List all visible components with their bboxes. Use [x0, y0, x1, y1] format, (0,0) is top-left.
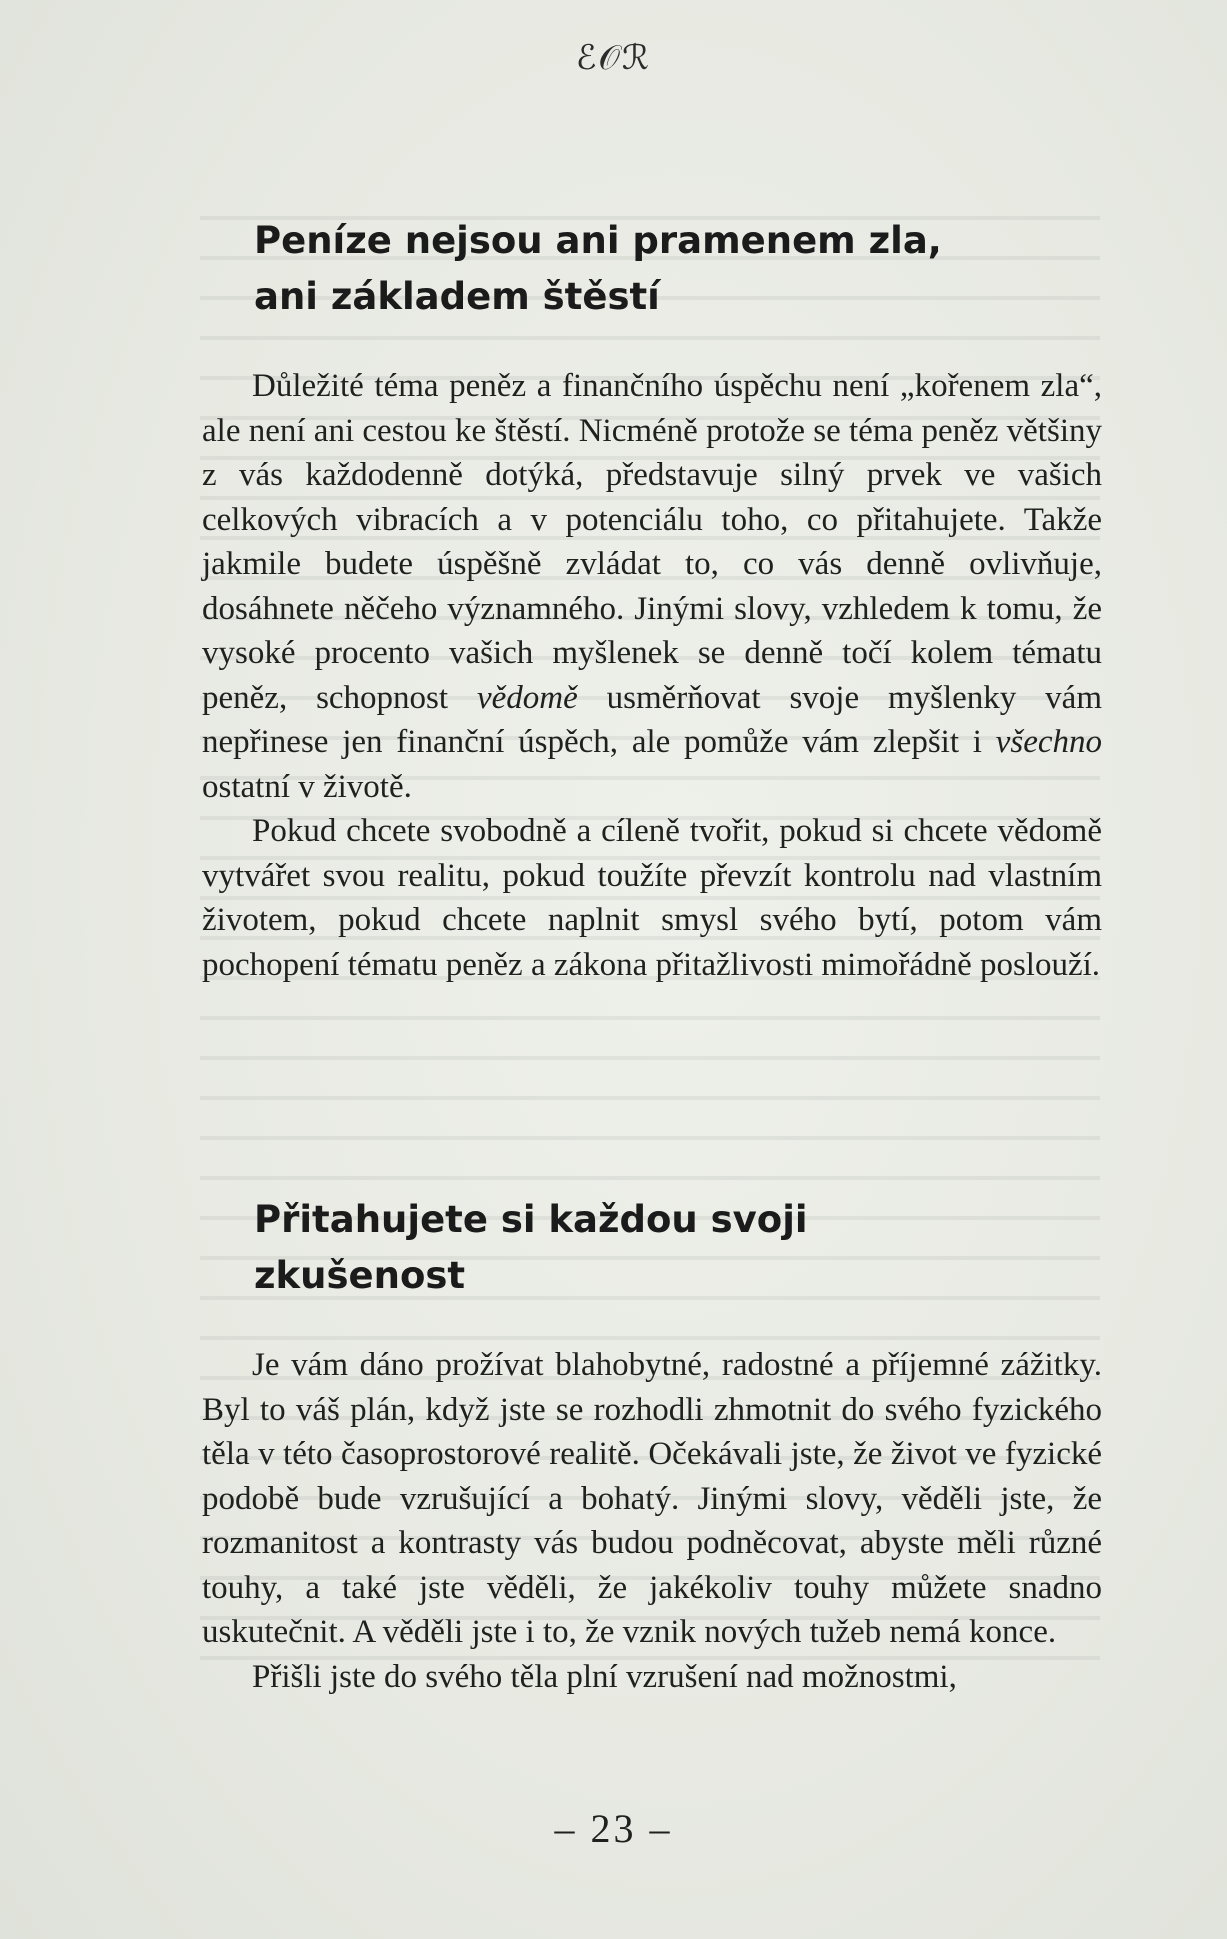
- section-heading-1: [254, 213, 1104, 325]
- emphasis-text: vědomě: [476, 679, 578, 716]
- page-number: – 23 –: [554, 1806, 673, 1851]
- text-run: usměrňovat svoje myšlenky vám nepřinese jen finanční úspěch, ale pomůže vám zlepšit i: [202, 679, 1102, 760]
- emphasis-text: všechno: [995, 724, 1102, 760]
- paragraph: [202, 1343, 1102, 1655]
- section-body-1: [202, 364, 1102, 987]
- paragraph: [202, 364, 1102, 809]
- text-run: Pokud chcete svobodně a cíleně tvořit, pokud si chcete vědomě vytvářet svou realitu, pokud toužíte převzít kontrolu nad vlastním životem, pokud chcete naplnit smysl svého bytí, potom vám pochopení tématu peněz a zákona přitažlivosti mimořádně poslouží.: [202, 813, 1102, 983]
- heading-line: Peníze nejsou ani pramenem zla,: [254, 219, 942, 262]
- heading-line: zkušenost: [254, 1254, 466, 1297]
- text-run: ostatní v životě.: [202, 768, 412, 805]
- section-body-2: [202, 1343, 1102, 1699]
- text-run: Přišli jste do svého těla plní vzrušení nad možnostmi,: [252, 1658, 957, 1695]
- text-run: Důležité téma peněz a finančního úspěchu není „kořenem zla“, ale není ani cestou ke štěstí. Nicméně protože se téma peněz většiny z vás každodenně dotýká, představuje silný prvek ve vašich celkových vibracích a v potenciálu toho, co přitahujete. Takže jakmile budete úspěšně zvládat to, co vás denně ovlivňuje, dosáhnete něčeho významného. Jinými slovy, vzhledem k tomu, že vysoké procento vašich myšlenek se denně točí kolem tématu peněz, schopnost: [202, 368, 1102, 716]
- header-ornament: ℰ𝒪ℛ: [575, 40, 652, 77]
- paragraph: [202, 1655, 1102, 1700]
- text-run: Je vám dáno prožívat blahobytné, radostné a příjemné zážitky. Byl to váš plán, když jste se rozhodli zhmotnit do svého fyzického těla v této časoprostorové realitě. Očekávali jste, že život ve fyzické podobě bude vzrušující a bohatý. Jinými slovy, věděli jste, že rozmanitost a kontrasty vás budou podněcovat, abyste měli různé touhy, a také jste věděli, že jakékoliv touhy můžete snadno uskutečnit. A věděli jste i to, že vznik nových tužeb nemá konce.: [202, 1347, 1102, 1650]
- paragraph: [202, 809, 1102, 987]
- heading-line: Přitahujete si každou svoji: [254, 1198, 808, 1241]
- heading-line: ani základem štěstí: [254, 275, 660, 318]
- section-heading-2: [254, 1192, 1104, 1304]
